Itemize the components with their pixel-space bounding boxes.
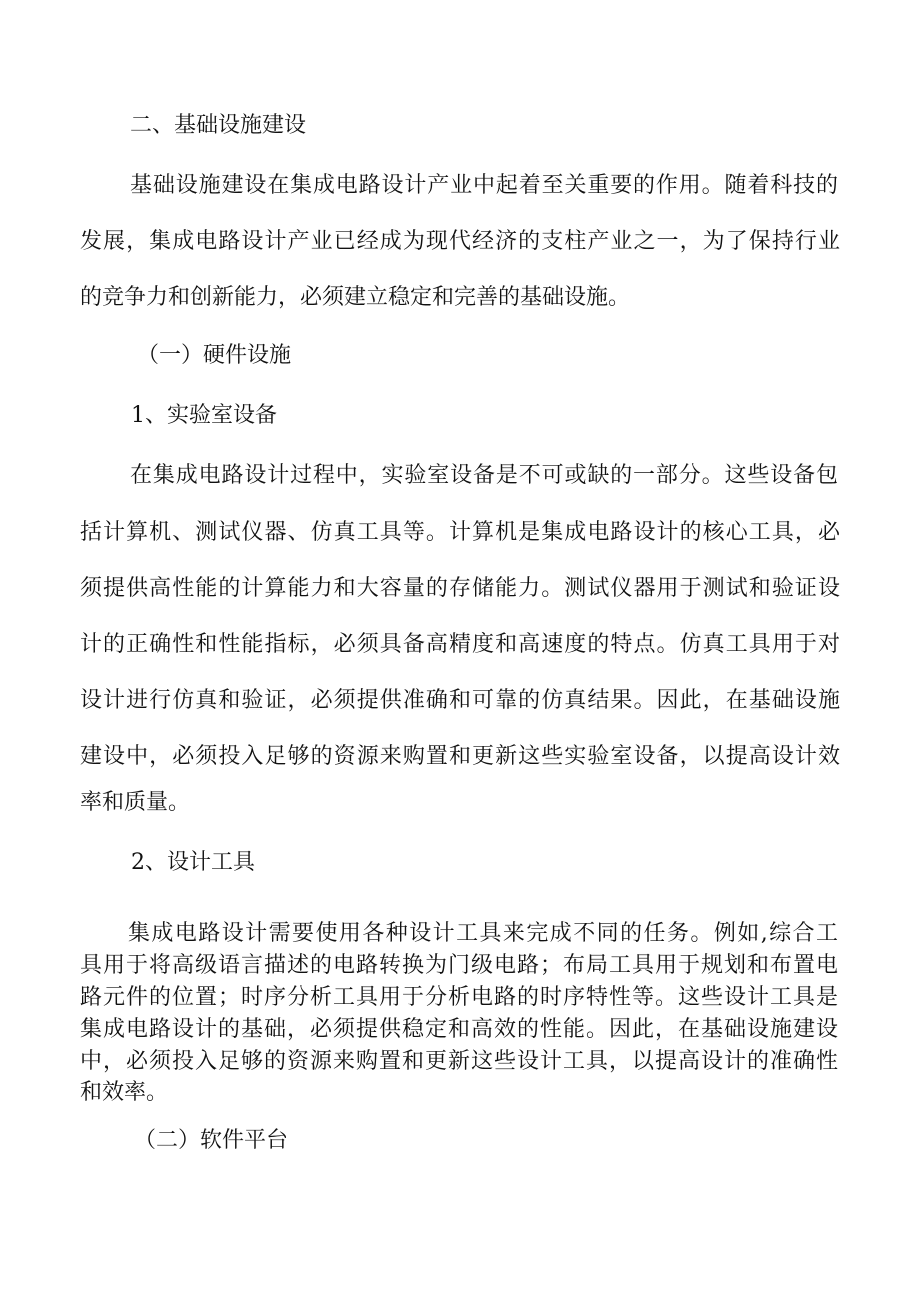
tools-paragraph-line-4: 集成电路设计的基础，必须提供稳定和高效的性能。因此，在基础设施建设 (80, 1017, 838, 1042)
subheading-software: （二）软件平台 (134, 1128, 289, 1153)
intro-paragraph-line-2: 发展，集成电路设计产业已经成为现代经济的支柱产业之一，为了保持行业 (80, 229, 840, 254)
lab-paragraph-line-5: 设计进行仿真和验证，必须提供准确和可靠的仿真结果。因此，在基础设施 (80, 688, 840, 713)
tools-paragraph-line-3: 路元件的位置；时序分析工具用于分析电路的时序特性等。这些设计工具是 (80, 985, 838, 1010)
intro-paragraph-line-1: 基础设施建设在集成电路设计产业中起着至关重要的作用。随着科技的 (130, 173, 838, 198)
intro-paragraph-line-3: 的竞争力和创新能力，必须建立稳定和完善的基础设施。 (80, 285, 631, 310)
lab-paragraph-line-7: 率和质量。 (80, 790, 191, 815)
subheading-hardware: （一）硬件设施 (137, 343, 292, 368)
item-heading-design-tools: 2、设计工具 (131, 850, 255, 875)
tools-paragraph-line-6: 和效率。 (80, 1080, 169, 1105)
lab-paragraph-line-3: 须提供高性能的计算能力和大容量的存储能力。测试仪器用于测试和验证设 (80, 576, 840, 601)
lab-paragraph-line-4: 计的正确性和性能指标，必须具备高精度和高速度的特点。仿真工具用于对 (80, 632, 840, 657)
lab-paragraph-line-6: 建设中，必须投入足够的资源来购置和更新这些实验室设备，以提高设计效 (80, 744, 840, 769)
section-heading: 二、基础设施建设 (130, 113, 307, 138)
tools-paragraph-line-2: 具用于将高级语言描述的电路转换为门级电路；布局工具用于规划和布置电 (80, 953, 838, 978)
lab-paragraph-line-1: 在集成电路设计过程中，实验室设备是不可或缺的一部分。这些设备包 (130, 463, 838, 488)
lab-paragraph-line-2: 括计算机、测试仪器、仿真工具等。计算机是集成电路设计的核心工具，必 (80, 520, 840, 545)
tools-paragraph-line-5: 中，必须投入足够的资源来购置和更新这些设计工具，以提高设计的准确性 (80, 1049, 838, 1074)
tools-paragraph-line-1: 集成电路设计需要使用各种设计工具来完成不同的任务。例如,综合工 (128, 921, 838, 946)
item-heading-lab-equipment: 1、实验室设备 (131, 403, 277, 428)
